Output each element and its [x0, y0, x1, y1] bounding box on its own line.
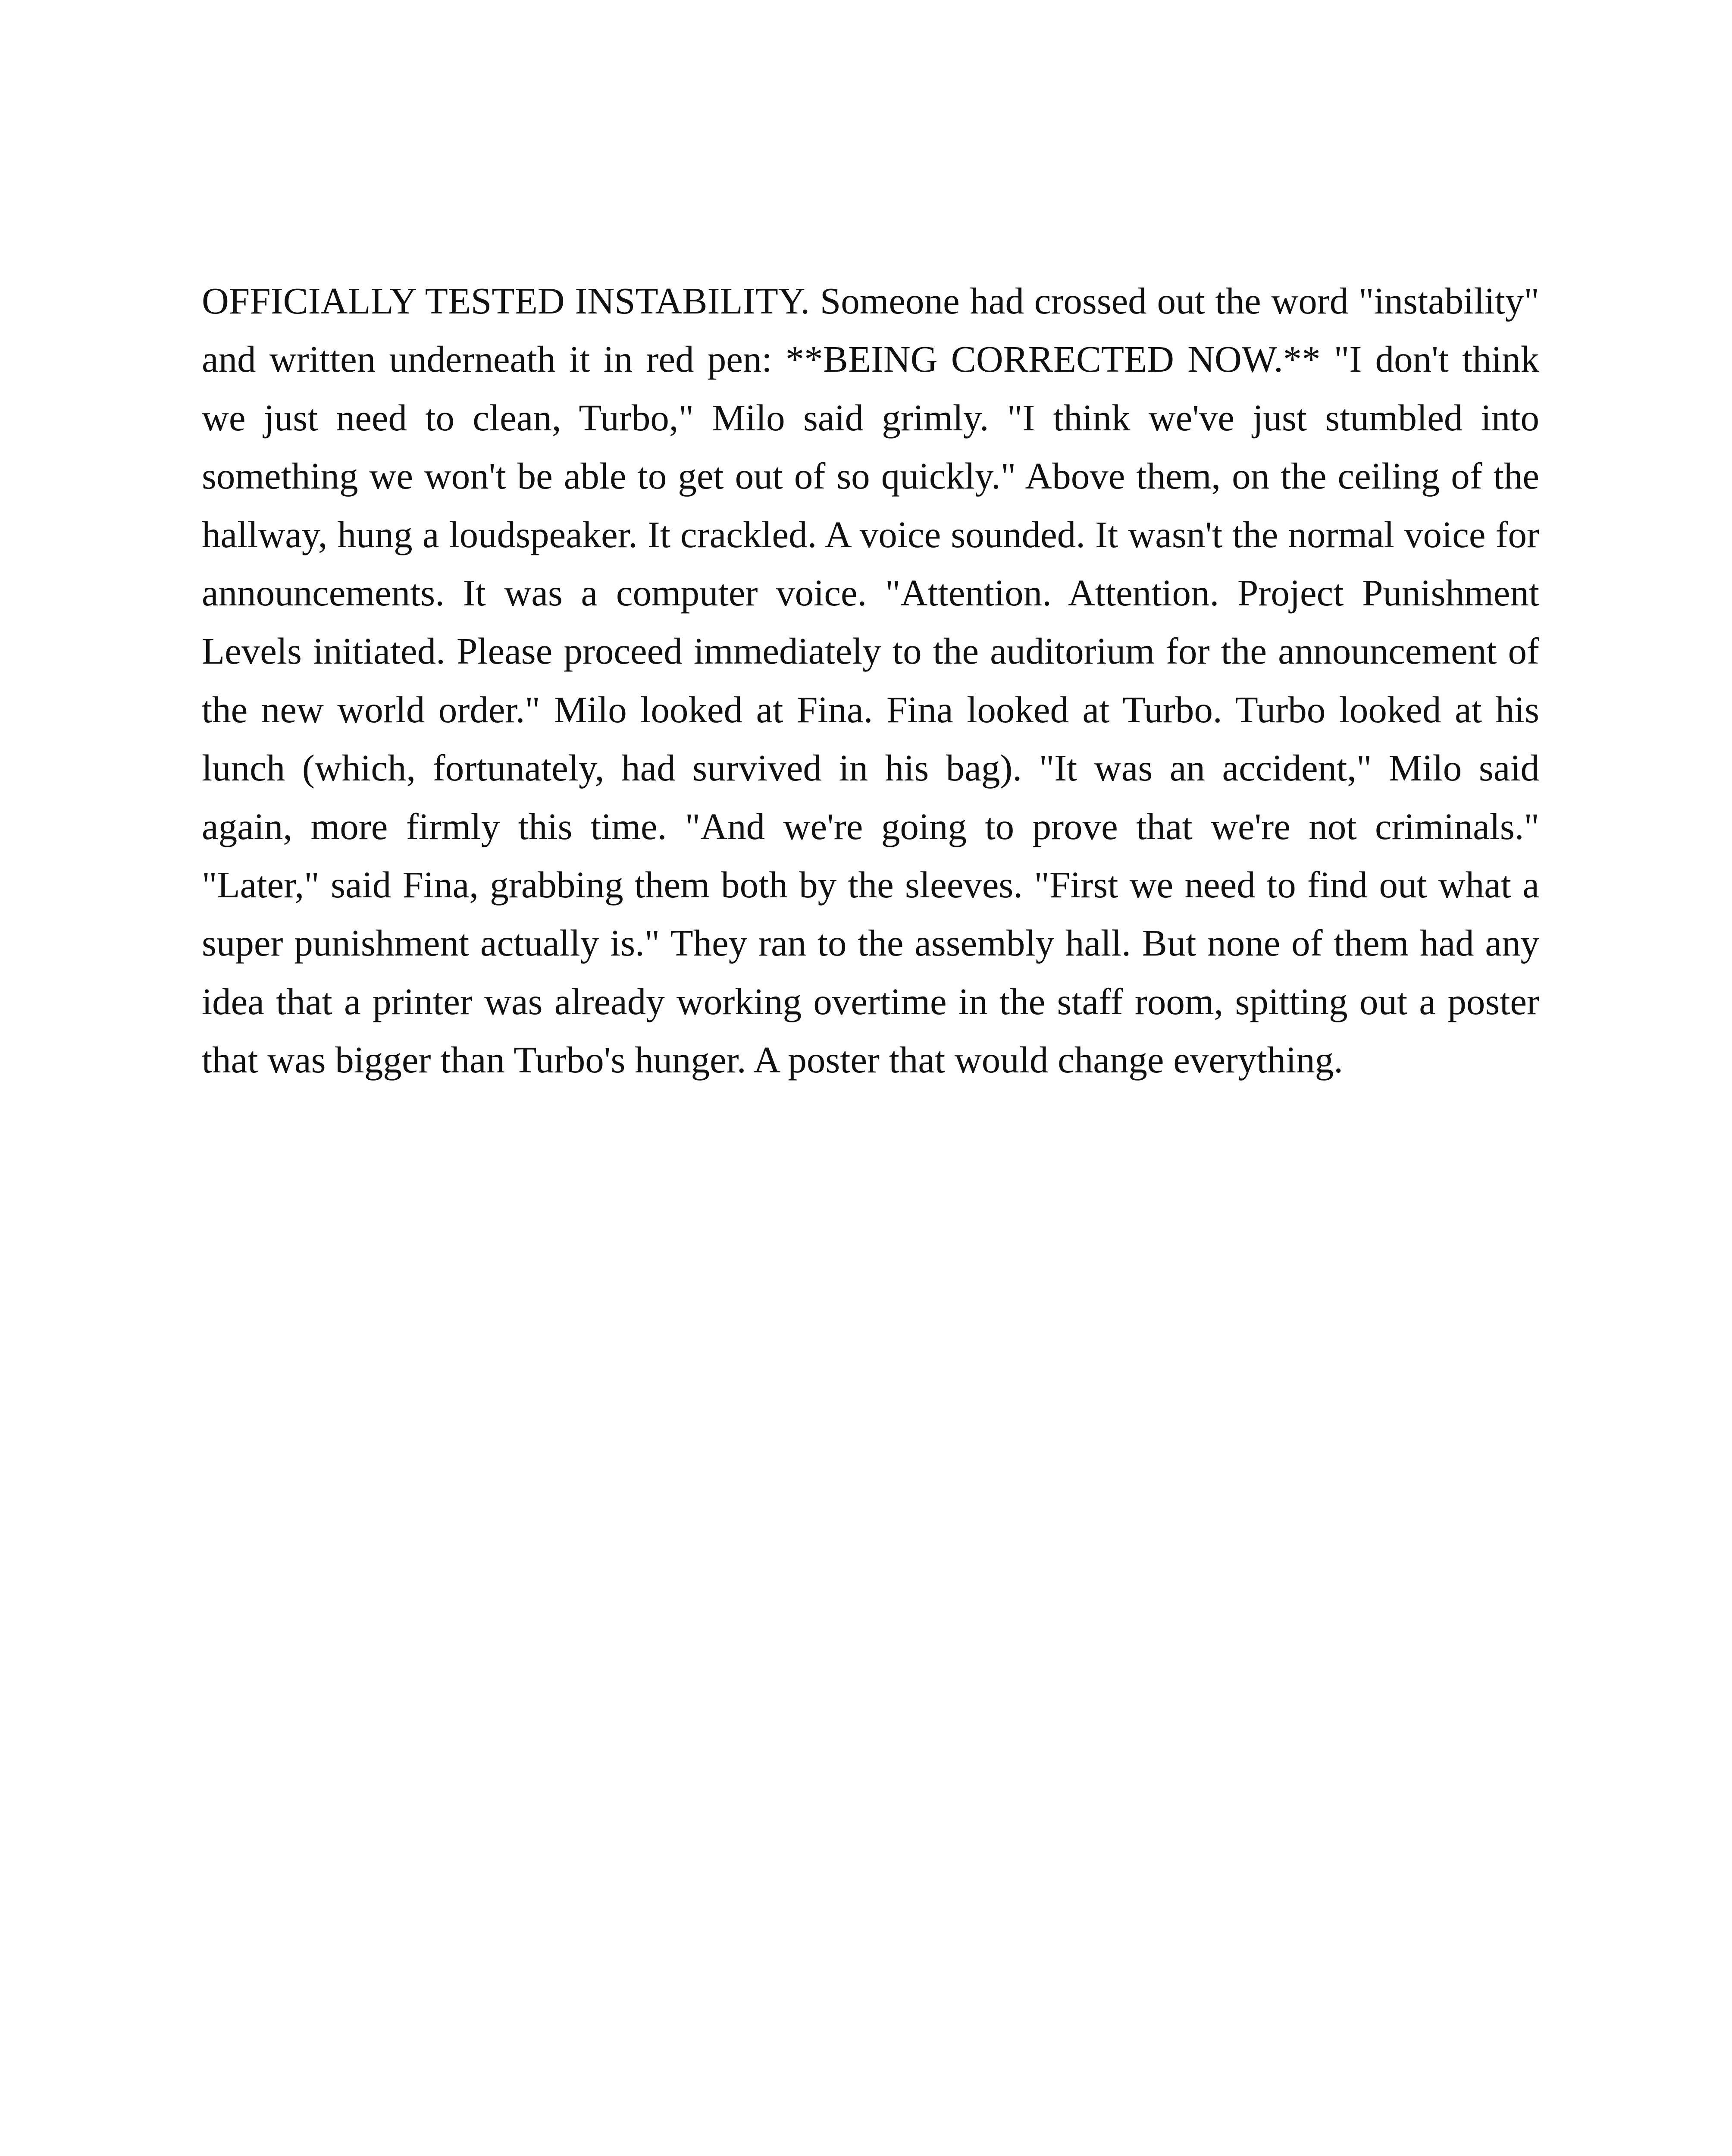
body-paragraph: OFFICIALLY TESTED INSTABILITY. Someone had crossed out the word "instability" and written underneath it in red pen: **BEING CORRECTED NOW.** "I don't think we just need to clean, Turbo," Milo said grimly. "I think we've just stumbled into something we won't be able to get out of so quickly." Above them, on the ceiling of the hallway, hung a loudspeaker. It crackled. A voice sounded. It wasn't the normal voice for announcements. It was a computer voice. "Attention. Attention. Project Punishment Levels initiated. Please proceed immediately to the auditorium for the announcement of the new world order." Milo looked at Fina. Fina looked at Turbo. Turbo looked at his lunch (which, fortunately, had survived in his bag). "It was an accident," Milo said again, more firmly this time. "And we're going to prove that we're not criminals." "Later," said Fina, grabbing them both by the sleeves. "First we need to find out what a super punishment actually is." They ran to the assembly hall. But none of them had any idea that a printer was already working overtime in the staff room, spitting out a poster that was bigger than Turbo's hunger. A poster that would change everything. — [202, 280, 1539, 1081]
